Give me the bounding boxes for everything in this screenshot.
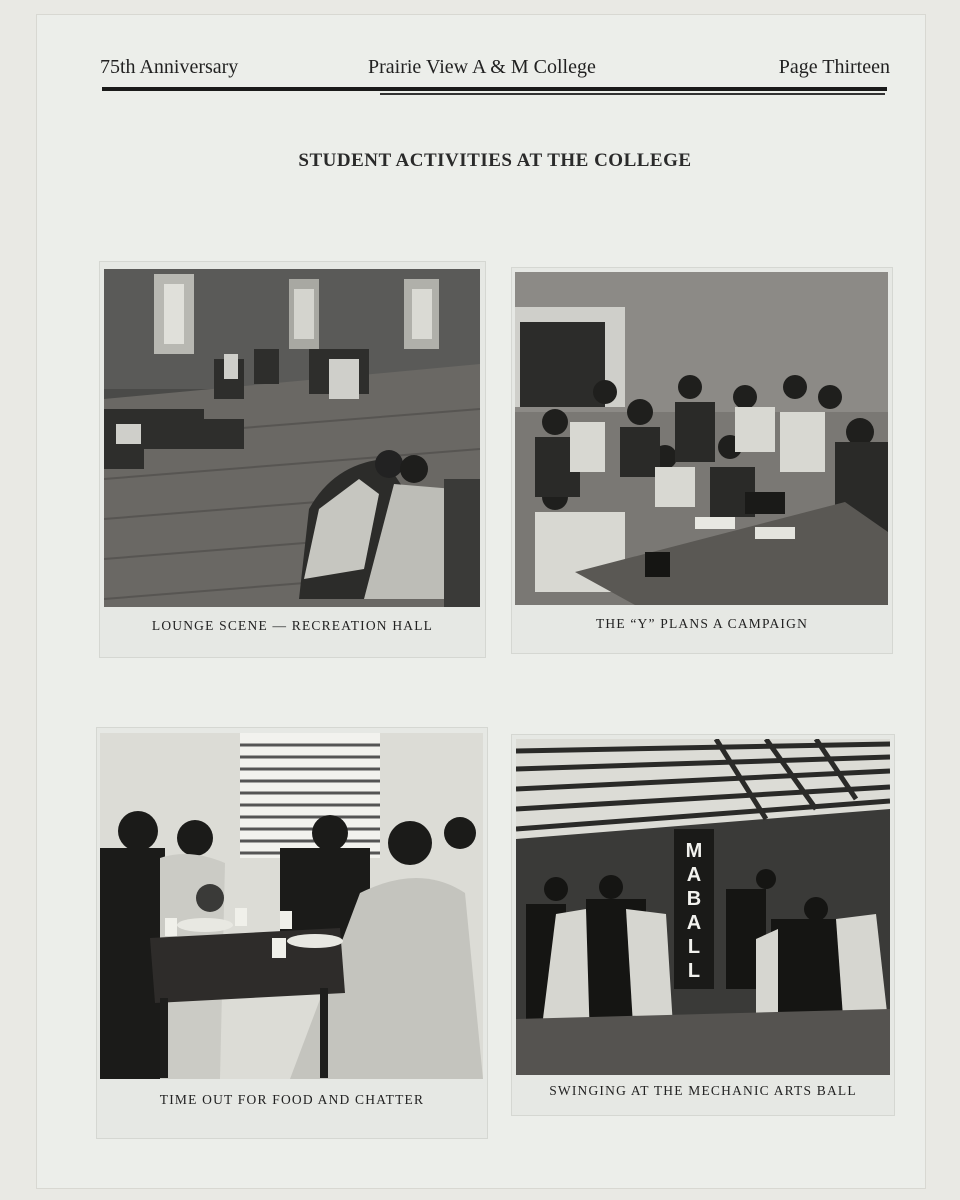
caption-ball: SWINGING AT THE MECHANIC ARTS BALL — [549, 1083, 857, 1098]
ball-sign — [676, 839, 712, 983]
page-header — [100, 56, 890, 86]
ball-sign-letter: L — [687, 936, 701, 958]
photo-mechanic-arts-ball — [516, 739, 890, 1075]
ball-sign-letter: M — [685, 840, 703, 862]
ball-sign-letter: A — [686, 912, 702, 934]
page-title: STUDENT ACTIVITIES AT THE COLLEGE — [298, 150, 692, 171]
ball-sign-letter: A — [686, 864, 702, 886]
photo-y-campaign — [515, 272, 888, 605]
ball-sign-letter: B — [686, 888, 702, 910]
ball-sign-letter: L — [687, 960, 701, 982]
caption-food: TIME OUT FOR FOOD AND CHATTER — [159, 1092, 425, 1107]
header-college: Prairie View A & M College — [368, 56, 596, 78]
header-page-number: Page Thirteen — [778, 56, 890, 78]
caption-lounge: LOUNGE SCENE — RECREATION HALL — [151, 618, 434, 633]
header-rule — [102, 87, 887, 91]
photo-lounge-scene — [104, 269, 480, 607]
photo-food-chatter — [100, 733, 483, 1079]
caption-y-campaign: THE “Y” PLANS A CAMPAIGN — [595, 616, 809, 631]
header-anniversary: 75th Anniversary — [100, 56, 239, 78]
header-rule-thin — [380, 93, 885, 95]
